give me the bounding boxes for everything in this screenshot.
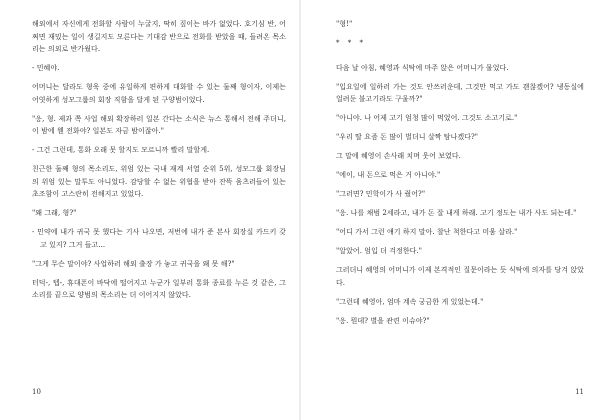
dialogue-line: "알았어. 엄입 더 걱정한다." (336, 247, 423, 255)
dialogue-line: - 그건 그런데, 통화 오래 못 할지도 모르니까 빨리 말할게. (32, 146, 210, 154)
right-page (300, 0, 600, 420)
paragraph: 그 말에 혜영이 손사래 치며 웃어 보였다. (336, 152, 461, 160)
dialogue-line: "그런데 혜영아, 엄마 계속 궁금한 게 있었는데." (336, 297, 484, 306)
dialogue-line: "아니야. 나 어제 고기 엄청 많이 먹었어. 그것도 소고기로." (336, 114, 518, 122)
dialogue-line: - 민약에 내가 귀국 못 했다는 기사 나오면, 저번에 내가 준 본사 회장실 카드키 갖고 있지? 그거 들고... (32, 228, 286, 249)
paragraph: 친근한 둘째 형의 목소리도, 위엄 있는 국내 재계 서열 순위 5위, 성모그룹 회장님의 위엄 있는 말투도 아니었다. 감당할 수 없는 위협을 받아 잔뜩 움츠러들어 있는 초조함이 고스란히 전해지고 있었다. (32, 165, 286, 198)
section-break: * * * (336, 39, 366, 47)
paragraph: 그러더니 혜영의 어머니가 이제 본격적인 질문이라는 듯 식탁에 의자를 당겨 앉았다. (336, 266, 584, 287)
page-number: 10 (32, 388, 41, 396)
dialogue-line: "어디 가서 그런 얘기 하지 말아. 찰난 척한다고 미움 살라." (336, 228, 518, 236)
dialogue-line: "응. 나를 채범 2세라고, 내가 돈 잘 내게 하래. 고기 정도는 내가 사도 되는데." (336, 209, 577, 217)
paragraph: 해외에서 자신에게 전화할 사람이 누굴지, 딱히 짚이는 바가 없었다. 호기심 반, 어쩌면 재밌는 일이 생길지도 모른다는 기대감 반으로 전화를 받았을 때, 들려온 목소리는 의외로 반가웠다. (32, 20, 286, 53)
dialogue-line: "그게 무슨 말이야? 사업하러 해외 출장 가 놓고 귀국을 왜 못 해?" (32, 259, 235, 268)
dialogue-line: "입요일에 일하러 가는 것도 안쓰러운데, 그것만 먹고 가도 괜찮겠어? 냉동실에 얼려둔 불고기라도 구울까?" (336, 82, 584, 103)
dialogue-line: "에이, 내 돈으로 먹은 거 아니야." (336, 171, 441, 179)
dialogue-line: - 민혜야. (32, 64, 60, 72)
dialogue-line: "우리 딸 요즘 돈 많이 벌더니 살짝 탐나겠다?" (336, 133, 479, 141)
paragraph: 어머니는 달라도 형욱 중에 유일하게 편하게 대화할 수 있는 둘째 형이자, 이제는 어엿하게 성모그룹의 회장 직함을 달게 된 구양범이었다. (32, 83, 286, 104)
dialogue-line: "그러면? 민학이가 사 줬어?" (336, 190, 426, 198)
page-number: 11 (575, 388, 584, 396)
dialogue-line: "응, 형. 제과 쪽 사업 해외 확장하러 일본 간다는 소식은 뉴스 통해서 전해 주더니, 이 밤에 웬 전화야? 일본도 자금 밤이잖아." (32, 114, 286, 135)
dialogue-line: "왜 그래, 형?" (32, 209, 77, 217)
paragraph: 터덕-, 텝-, 휴대폰이 바닥에 떨어지고 누군가 일부러 통화 종료를 누른 것 같은, 그 소리를 끝으로 양범의 목소리는 더 이어지지 않았다. (32, 278, 286, 299)
dialogue-line: "응. 뭔데? 별을 관련 이슈야?" (336, 316, 430, 325)
paragraph: 다음 날 아침, 혜영과 식탁에 마주 앉은 어머니가 물었다. (336, 63, 509, 72)
dialogue-line: "형!" (336, 20, 353, 28)
